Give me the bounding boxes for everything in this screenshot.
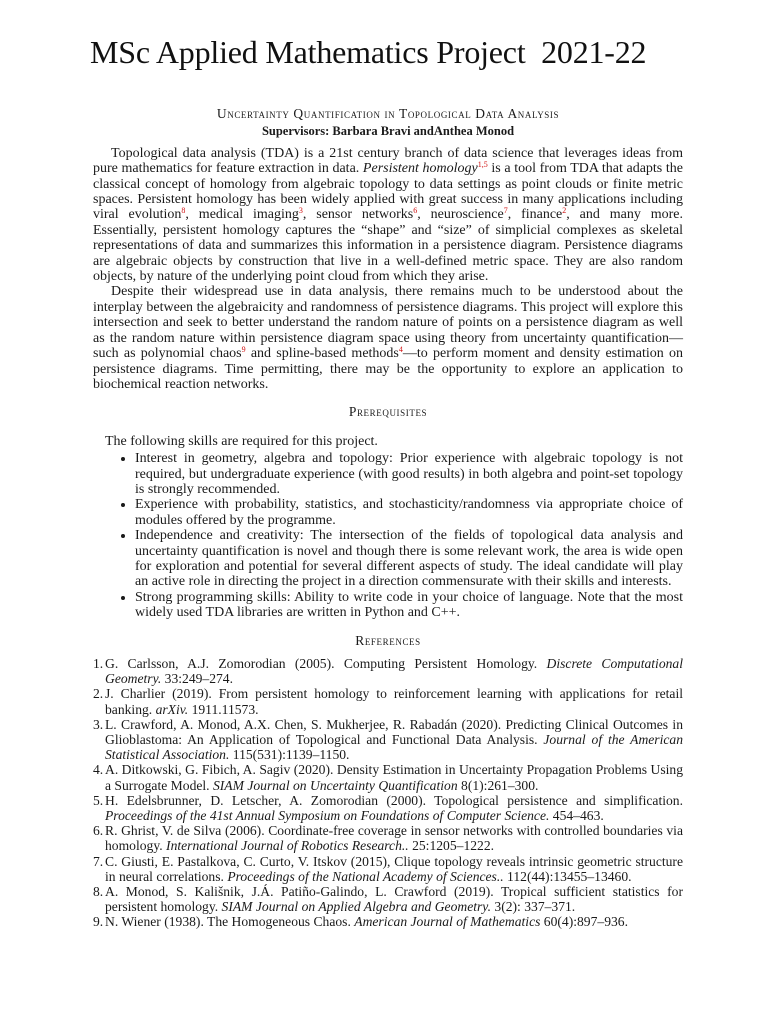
- text-run: , neuroscience: [417, 207, 504, 223]
- citation-link[interactable]: 9: [241, 345, 246, 355]
- references-list: [93, 656, 683, 930]
- reference-number: 1.: [93, 656, 104, 671]
- reference-item: [93, 762, 683, 793]
- reference-number: 9.: [93, 914, 104, 930]
- text-run: Topological data analysis (TDA) is a 21st century branch of data science that leverages ideas from pure mathematics for feature extraction in data.: [93, 145, 683, 177]
- reference-item: [93, 656, 683, 687]
- text-run: is a tool from TDA that adapts the classical concept of homology from algebraic topology to data settings as point clouds or finite metric spaces. Persistent homology has been widely applied with great success in many applications including viral evolution: [93, 161, 683, 223]
- skills-list: [93, 451, 683, 620]
- text-run: 8(1):261–300.: [457, 777, 539, 793]
- reference-item: [93, 792, 683, 824]
- reference-number: 4.: [93, 762, 104, 778]
- reference-venue: Journal of the American Statistical Association.: [105, 732, 683, 763]
- text-run: , medical imaging: [185, 207, 299, 223]
- reference-venue: arXiv.: [155, 701, 189, 717]
- citation-link[interactable]: 7: [503, 206, 508, 216]
- text-run: 33:249–274.: [161, 671, 233, 687]
- text-run: 25:1205–1222.: [408, 838, 495, 854]
- list-item: • Interest in geometry, algebra and topology: Prior experience with algebraic topology is not required, but undergraduate experience (with good results) in both algebra and point-set topology is strongly recommended.: [135, 451, 683, 497]
- intro-paragraph-1: [93, 146, 683, 285]
- reference-item: [93, 716, 683, 763]
- text-run: N. Wiener (1938). The Homogeneous Chaos.: [105, 914, 355, 930]
- text-run: C. Giusti, E. Pastalkova, C. Curto, V. Itskov (2015), Clique topology reveals intrinsic geometric structure in neural correlations.: [105, 853, 683, 884]
- reference-item: [93, 914, 683, 930]
- text-run: 112(44):13455–13460.: [503, 868, 632, 884]
- text-run: A. Ditkowski, G. Fibich, A. Sagiv (2020). Density Estimation in Uncertainty Propagation Problems Using a Surrogate Model.: [105, 762, 683, 793]
- reference-venue: SIAM Journal on Applied Algebra and Geometry.: [221, 899, 491, 915]
- text-run: , and many more. Essentially, persistent homology captures the “shape” and “size” of simplicial complexes as skeletal representations of data and summarizes this information in a persistence diagram. Persistence diagrams are algebraic objects by construction that live in a well-defined metric space. They are also random objects, by nature of the underlying point cloud from which they arise.: [93, 207, 683, 285]
- text-run: G. Carlsson, A.J. Zomorodian (2005). Computing Persistent Homology.: [105, 656, 547, 671]
- supervisors-line: Supervisors: Barbara Bravi andAnthea Monod: [261, 124, 515, 139]
- page-title: MSc Applied Mathematics Project 2021-22: [90, 34, 647, 70]
- citation-link[interactable]: 6: [413, 206, 418, 216]
- document-body: [93, 106, 683, 930]
- reference-number: 6.: [93, 823, 104, 839]
- text-run: 3(2): 337–371.: [491, 899, 576, 915]
- reference-number: 2.: [93, 686, 104, 702]
- text-run: 454–463.: [549, 808, 604, 824]
- reference-number: 3.: [93, 716, 104, 732]
- text-run: 1911.11573.: [188, 701, 259, 717]
- citation-link[interactable]: 1,5: [477, 160, 488, 170]
- references-heading: References: [355, 632, 421, 648]
- text-run: L. Crawford, A. Monod, A.X. Chen, S. Mukherjee, R. Rabadán (2020). Predicting Clinical Outcomes in Glioblastoma: An Application of Topological and Functional Data Analysis.: [105, 716, 683, 748]
- text-run: and spline-based methods: [245, 346, 399, 362]
- intro-paragraph-2: [93, 284, 683, 392]
- skills-intro: The following skills are required for this project.: [105, 433, 378, 449]
- text-run: , finance: [507, 207, 563, 223]
- reference-number: 8.: [93, 884, 104, 900]
- reference-item: [93, 686, 683, 717]
- reference-item: [93, 853, 683, 884]
- reference-venue: Proceedings of the 41st Annual Symposium on Foundations of Computer Science.: [105, 808, 550, 824]
- prerequisites-heading: Prerequisites: [348, 404, 428, 420]
- project-subtitle: Uncertainty Quantification in Topological Data Analysis: [216, 106, 560, 121]
- list-item: • Strong programming skills: Ability to write code in your choice of language. Note that the most widely used TDA libraries are written in Python and C++.: [135, 590, 683, 621]
- text-run: 115(531):1139–1150.: [229, 747, 350, 763]
- list-item: • Experience with probability, statistics, and stochasticity/randomness via appropriate choice of modules offered by the programme.: [135, 497, 683, 528]
- text-run: , sensor networks: [302, 207, 414, 223]
- text-run: Despite their widespread use in data analysis, there remains much to be understood about the interplay between the algebraicity and randomness of persistence diagrams. This project will explore this intersection and seek to better understand the random nature of points on a persistence diagram as well as the random nature within persistence diagram space using theory from uncertainty quantification—such as polynomial chaos: [93, 284, 683, 362]
- citation-link[interactable]: 2: [562, 206, 567, 216]
- text-run: R. Ghrist, V. de Silva (2006). Coordinate-free coverage in sensor networks with controlled boundaries via homology.: [105, 823, 683, 854]
- text-run: 60(4):897–936.: [540, 914, 628, 930]
- text-run: A. Monod, S. Kališnik, J.Á. Patiño-Galindo, L. Crawford (2019). Tropical sufficient statistics for persistent homology.: [105, 884, 683, 915]
- reference-venue: Proceedings of the National Academy of Sciences..: [227, 868, 504, 884]
- reference-item: [93, 884, 683, 915]
- reference-item: [93, 823, 683, 854]
- reference-venue: SIAM Journal on Uncertainty Quantification: [212, 777, 458, 793]
- citation-link[interactable]: 3: [298, 206, 303, 216]
- citation-link[interactable]: 4: [398, 345, 403, 355]
- citation-link[interactable]: 8: [181, 206, 186, 216]
- reference-venue: Discrete Computational Geometry.: [105, 656, 683, 687]
- persistent-homology-term: Persistent homology: [362, 161, 478, 177]
- reference-venue: American Journal of Mathematics: [354, 914, 541, 930]
- list-item: • Independence and creativity: The intersection of the fields of topological data analysis and uncertainty quantification is novel and though there is some relevant work, the area is wide open for exploration and potential for several different aspects of study. The ideal candidate will play an active role in directing the project in a direction commensurate with their skills and interests.: [135, 528, 683, 590]
- text-run: H. Edelsbrunner, D. Letscher, A. Zomorodian (2000). Topological persistence and simplification.: [105, 792, 683, 808]
- reference-venue: International Journal of Robotics Research..: [166, 838, 409, 854]
- reference-number: 7.: [93, 853, 104, 869]
- reference-number: 5.: [93, 792, 104, 808]
- text-run: —to perform moment and density estimation on persistence diagrams. Time permitting, there may be the opportunity to explore an application to biochemical reaction networks.: [93, 346, 683, 392]
- text-run: J. Charlier (2019). From persistent homology to reinforcement learning with applications for retail banking.: [105, 686, 683, 717]
